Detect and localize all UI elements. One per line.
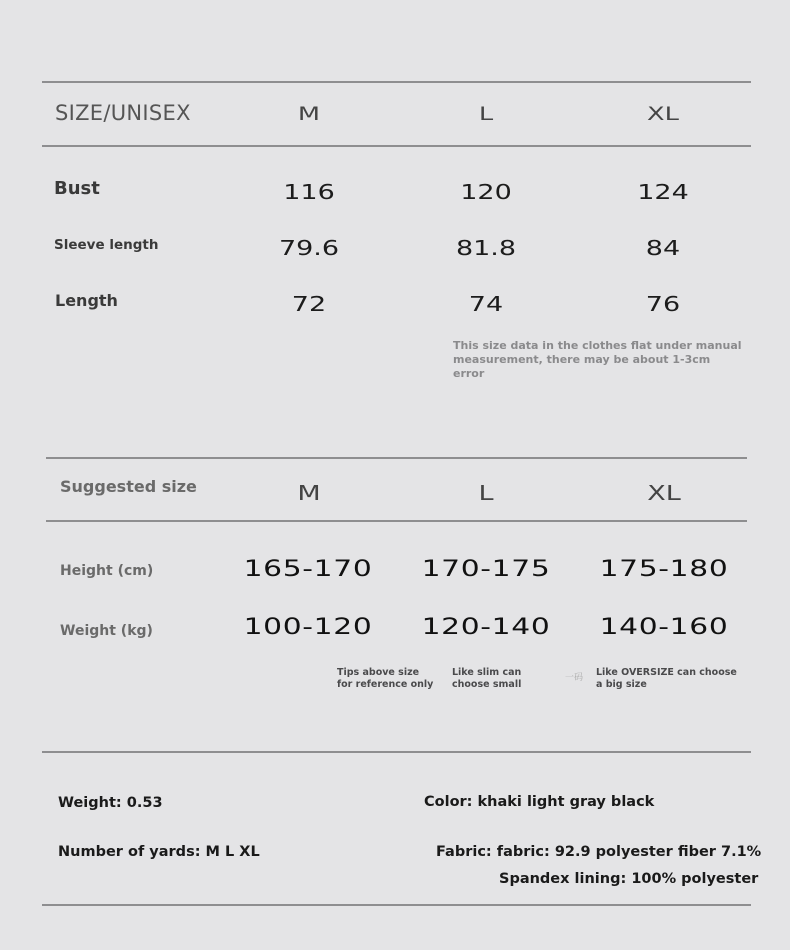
size-header-xl: XL [647,103,679,125]
tip-mark: 一码 [565,673,584,683]
row-label-sleeve: Sleeve length [54,237,159,253]
spec-lining: Spandex lining: 100% polyester [499,871,759,887]
bust-xl: 124 [637,180,689,204]
weight-l: 120-140 [421,615,551,640]
tip-slim: Like slim can choose small [452,667,522,690]
length-xl: 76 [645,292,681,316]
height-l: 170-175 [421,557,551,582]
divider-header [42,145,751,147]
suggested-header-m: M [297,481,321,505]
suggested-header-l: L [478,481,494,505]
tip-oversize: Like OVERSIZE can choose a big size [596,667,737,690]
row-label-height: Height (cm) [60,563,154,579]
row-label-length: Length [55,291,118,310]
sleeve-xl: 84 [645,236,681,260]
divider-specs-top [42,751,751,753]
bust-l: 120 [460,180,512,204]
divider-top [42,81,751,83]
suggested-header-label: Suggested size [60,477,197,496]
spec-color: Color: khaki light gray black [424,794,655,810]
length-m: 72 [291,292,327,316]
spec-fabric: Fabric: fabric: 92.9 polyester fiber 7.1% [436,844,762,860]
height-xl: 175-180 [599,557,729,582]
divider-suggested-top [46,457,747,459]
height-m: 165-170 [243,557,373,582]
row-label-bust: Bust [54,178,100,199]
bust-m: 116 [283,180,335,204]
size-header-l: L [478,103,494,125]
measurement-note: This size data in the clothes flat under manual measurement, there may be about 1-3cm error [453,339,742,380]
suggested-header-xl: XL [647,481,681,505]
length-l: 74 [468,292,504,316]
weight-xl: 140-160 [599,615,729,640]
size-table-header-label: SIZE/UNISEX [55,101,191,125]
spec-weight: Weight: 0.53 [58,795,163,811]
sleeve-l: 81.8 [455,236,517,260]
size-header-m: M [297,103,321,125]
tip-reference: Tips above size for reference only [337,667,434,690]
row-label-weight: Weight (kg) [60,623,153,639]
spec-yards: Number of yards: M L XL [58,844,260,860]
divider-bottom [42,904,751,906]
sleeve-m: 79.6 [278,236,340,260]
divider-suggested-header [46,520,747,522]
weight-m: 100-120 [243,615,373,640]
